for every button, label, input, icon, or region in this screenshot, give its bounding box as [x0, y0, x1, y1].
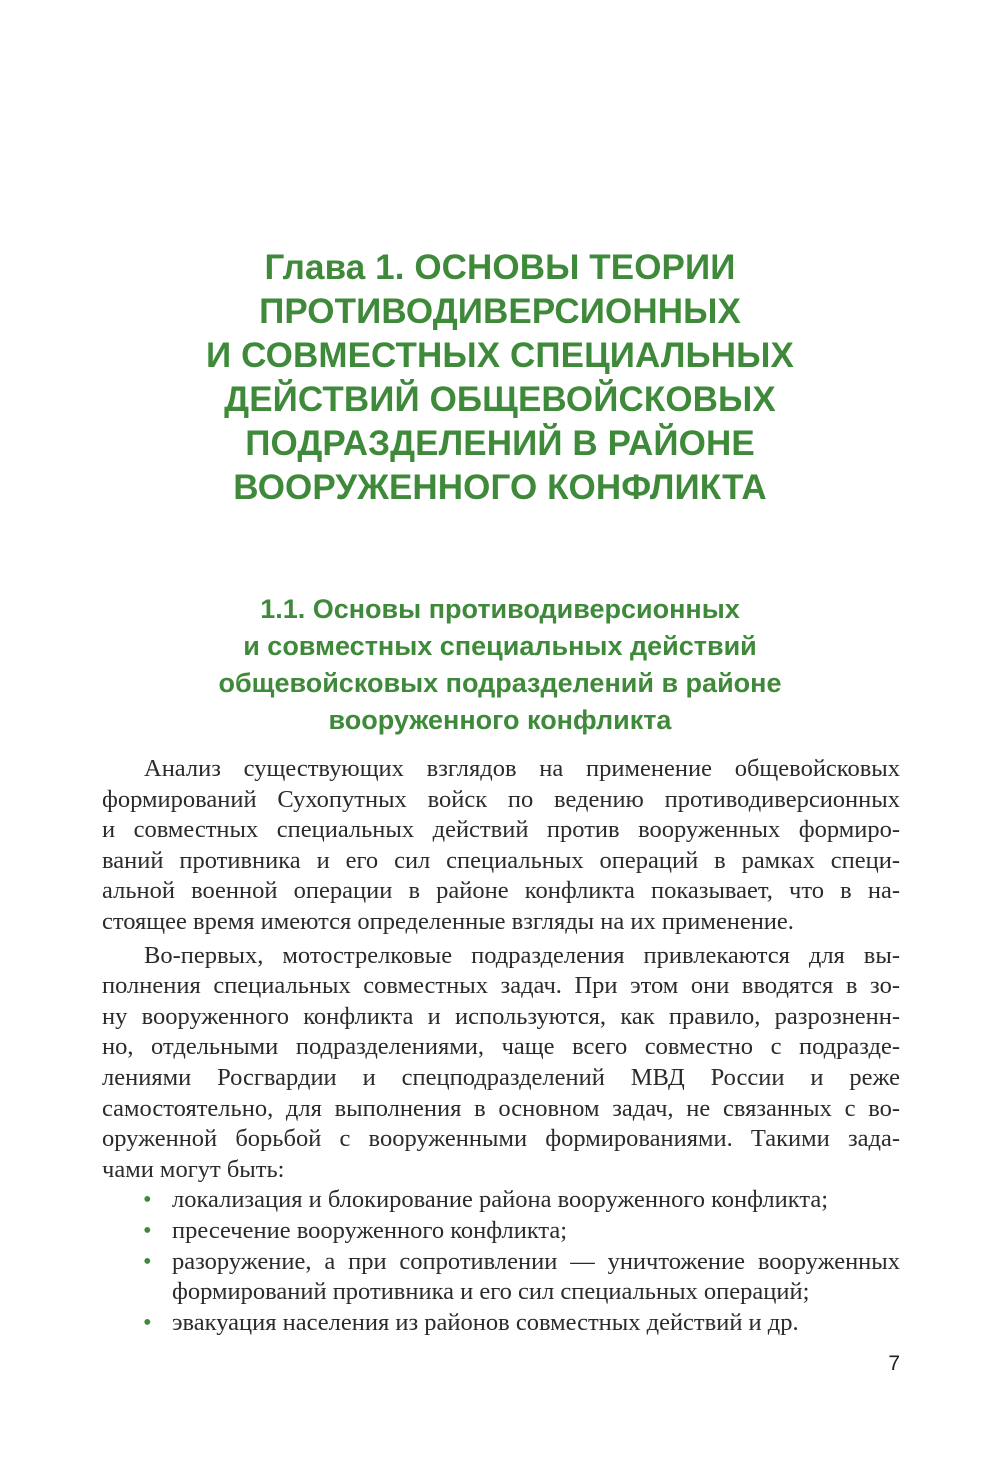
section-title-line: 1.1. Основы противодиверсионных	[260, 594, 740, 624]
text-line: но, отдельными подразделениями, чаще всего совместно с подразде-	[102, 1033, 900, 1061]
text-line: разоружение, а при сопротивлении — уничтожение вооруженных	[172, 1247, 900, 1275]
chapter-title-line: И СОВМЕСТНЫХ СПЕЦИАЛЬНЫХ	[206, 336, 794, 375]
text-line: ну вооруженного конфликта и используются, как правило, разрозненн-	[102, 1002, 900, 1030]
text-line: пресечение вооруженного конфликта;	[172, 1216, 568, 1244]
text-line: и совместных специальных действий против вооруженных формиро-	[102, 816, 900, 844]
paragraph-analysis	[102, 754, 900, 938]
section-title-line: общевойсковых подразделений в районе	[218, 668, 782, 698]
text-line: полнения специальных совместных задач. При этом они вводятся в зо-	[102, 972, 900, 1000]
body-text	[102, 754, 900, 1338]
list-item	[102, 1247, 900, 1308]
section-title-line: вооруженного конфликта	[328, 705, 672, 735]
text-line: эвакуация населения из районов совместных действий и др.	[172, 1308, 799, 1336]
text-line: ваний противника и его сил специальных операций в рамках специ-	[102, 846, 900, 874]
list-item	[102, 1185, 900, 1216]
chapter-title	[100, 246, 900, 510]
task-list	[102, 1185, 900, 1338]
bullet-icon: •	[143, 1186, 152, 1214]
text-line: локализация и блокирование района вооруженного конфликта;	[172, 1186, 829, 1214]
chapter-title-line: ВООРУЖЕННОГО КОНФЛИКТА	[233, 468, 767, 507]
text-line: стоящее время имеются определенные взгляды на их применение.	[102, 907, 794, 935]
section-title	[100, 591, 900, 739]
text-line: Анализ существующих взглядов на применение общевойсковых	[144, 755, 900, 782]
text-line: оруженной борьбой с вооруженными формированиями. Такими зада-	[102, 1125, 900, 1153]
list-item	[102, 1308, 900, 1339]
bullet-icon: •	[143, 1247, 152, 1275]
page-number: 7	[888, 1352, 900, 1375]
bullet-icon: •	[143, 1308, 152, 1336]
paragraph-first	[102, 941, 900, 1186]
text-line: формирований Сухопутных войск по ведению противодиверсионных	[102, 785, 900, 813]
text-line: лениями Росгвардии и спецподразделений МВД России и реже	[102, 1063, 900, 1091]
text-line: альной военной операции в районе конфликта показывает, что в на-	[102, 877, 900, 905]
chapter-title-line: Глава 1. ОСНОВЫ ТЕОРИИ	[264, 248, 736, 287]
list-item	[102, 1216, 900, 1247]
text-line: самостоятельно, для выполнения в основном задач, не связанных с во-	[102, 1094, 900, 1122]
chapter-title-line: ПРОТИВОДИВЕРСИОННЫХ	[259, 292, 741, 331]
chapter-title-line: ПОДРАЗДЕЛЕНИЙ В РАЙОНЕ	[245, 424, 755, 463]
section-title-line: и совместных специальных действий	[243, 631, 757, 661]
chapter-title-line: ДЕЙСТВИЙ ОБЩЕВОЙСКОВЫХ	[224, 380, 776, 419]
bullet-icon: •	[143, 1216, 152, 1244]
text-line: чами могут быть:	[102, 1155, 285, 1183]
text-line: Во-первых, мотострелковые подразделения привлекаются для вы-	[144, 941, 900, 969]
text-line: формирований противника и его сил специальных операций;	[172, 1278, 810, 1306]
